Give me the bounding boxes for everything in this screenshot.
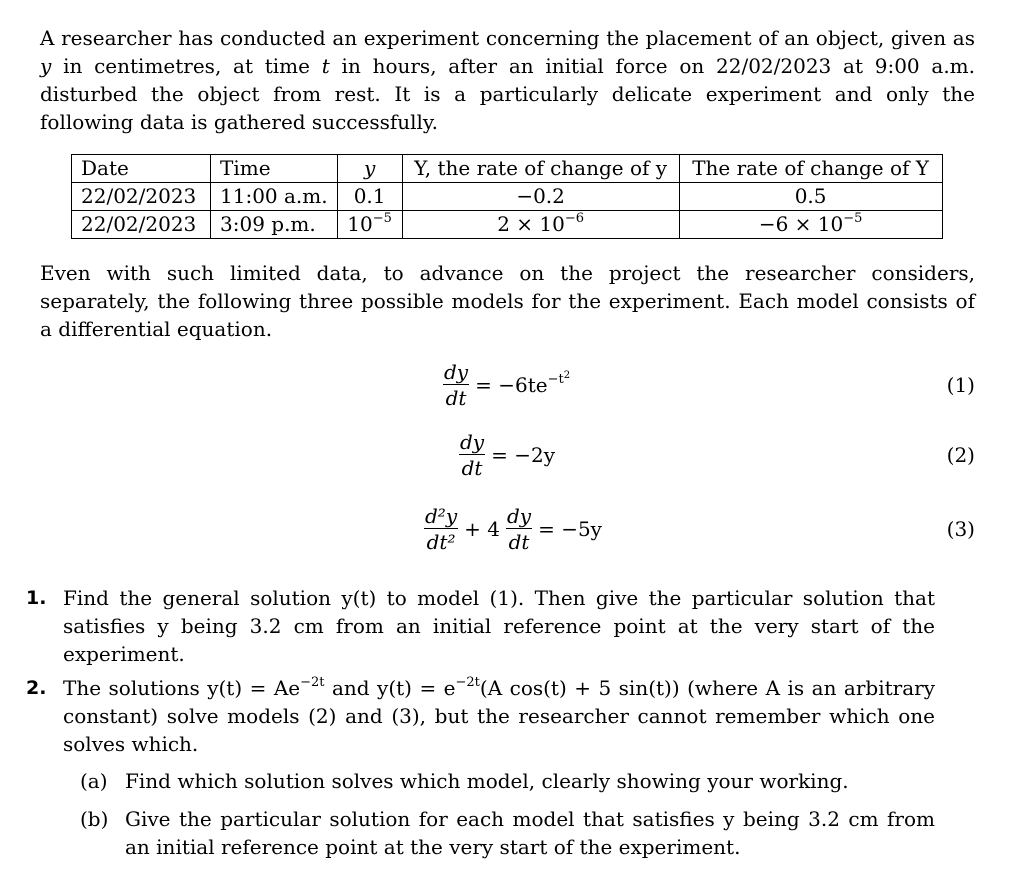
equation-3-lhs: $\frac{\text{d²y}}{\text{dt²}}$ (425, 503, 458, 554)
header-y: y (337, 155, 402, 183)
table-row (72, 183, 943, 211)
equation-3-rhs: = −5y (538, 517, 602, 541)
question-2-number: 2. (26, 677, 47, 699)
part-a-text: Find which solution solves which model, clearly showing your working. (125, 769, 849, 793)
part-b-label: (b) (80, 807, 109, 831)
cell-date: 22/02/2023 (72, 211, 211, 239)
equation-2-lhs: $\frac{dy}{dt}$ (460, 429, 485, 480)
question-2-part-a (80, 767, 935, 795)
equation-1-lhs: $\frac{dy}{dt}$ (444, 359, 469, 410)
table-header-row (72, 155, 943, 183)
equation-1 (40, 355, 975, 415)
equation-3-plus: + 4 (464, 517, 500, 541)
equation-3-mid-fraction: $\frac{dy}{dt}$ (506, 503, 532, 554)
question-2-part-b (80, 805, 935, 861)
equation-2-rhs: = −2y (491, 443, 556, 467)
table-row (72, 211, 943, 239)
cell-y: 0.1 (337, 183, 402, 211)
cell-time: 11:00 a.m. (211, 183, 338, 211)
cell-rate-y: $2 \times 10^{-6}$ (402, 211, 679, 239)
cell-rate-Y: 0.5 (679, 183, 942, 211)
header-date: Date (72, 155, 211, 183)
cell-rate-y: −0.2 (402, 183, 679, 211)
equation-1-number: (1) (946, 373, 975, 397)
cell-y: $10^{-5}$ (337, 211, 402, 239)
question-1-text: Find the general solution y(t) to model (1). Then give the particular solution that satisfies y being 3.2 cm from an initial reference point at the very start of the experiment. (63, 586, 935, 666)
question-1-number: 1. (26, 587, 47, 609)
question-2 (26, 674, 935, 758)
equation-1-rhs: = $-6te^{-t^2}$ (475, 370, 571, 397)
models-intro-paragraph: Even with such limited data, to advance on the project the researcher considers, separately, the following three possible models for the experiment. Each model consists of a differential equation. (40, 261, 975, 341)
equation-2 (40, 425, 975, 485)
cell-rate-Y: $-6 \times 10^{-5}$ (679, 211, 942, 239)
question-1 (26, 584, 935, 668)
equations-block (40, 355, 975, 565)
header-time: Time (211, 155, 338, 183)
document-page (40, 24, 975, 565)
header-rate-y: Y, the rate of change of y (402, 155, 679, 183)
intro-paragraph: A researcher has conducted an experiment concerning the placement of an object, given as y in centimetres, at time t in hours, after an initial force on 22/02/2023 at 9:00 a.m. disturbed the object from rest. It is a particularly delicate experiment and only the following data is gathered successfully. (40, 26, 975, 134)
part-a-label: (a) (80, 769, 108, 793)
equation-3 (40, 499, 975, 559)
data-table (71, 154, 943, 239)
equation-3-number: (3) (946, 517, 975, 541)
cell-time: 3:09 p.m. (211, 211, 338, 239)
part-b-text: Give the particular solution for each model that satisfies y being 3.2 cm from an initial reference point at the very start of the experiment. (125, 807, 935, 859)
question-2-text: The solutions $y(t) = Ae^{-2t}$ and $y(t) = e^{-2t}(A$ cos(t) + 5 sin(t)) (where A is an arbitrary constant) solve models (2) and (3), but the researcher cannot remember which one solves which. (63, 675, 935, 756)
equation-2-number: (2) (946, 443, 975, 467)
header-rate-Y: The rate of change of Y (679, 155, 942, 183)
cell-date: 22/02/2023 (72, 183, 211, 211)
